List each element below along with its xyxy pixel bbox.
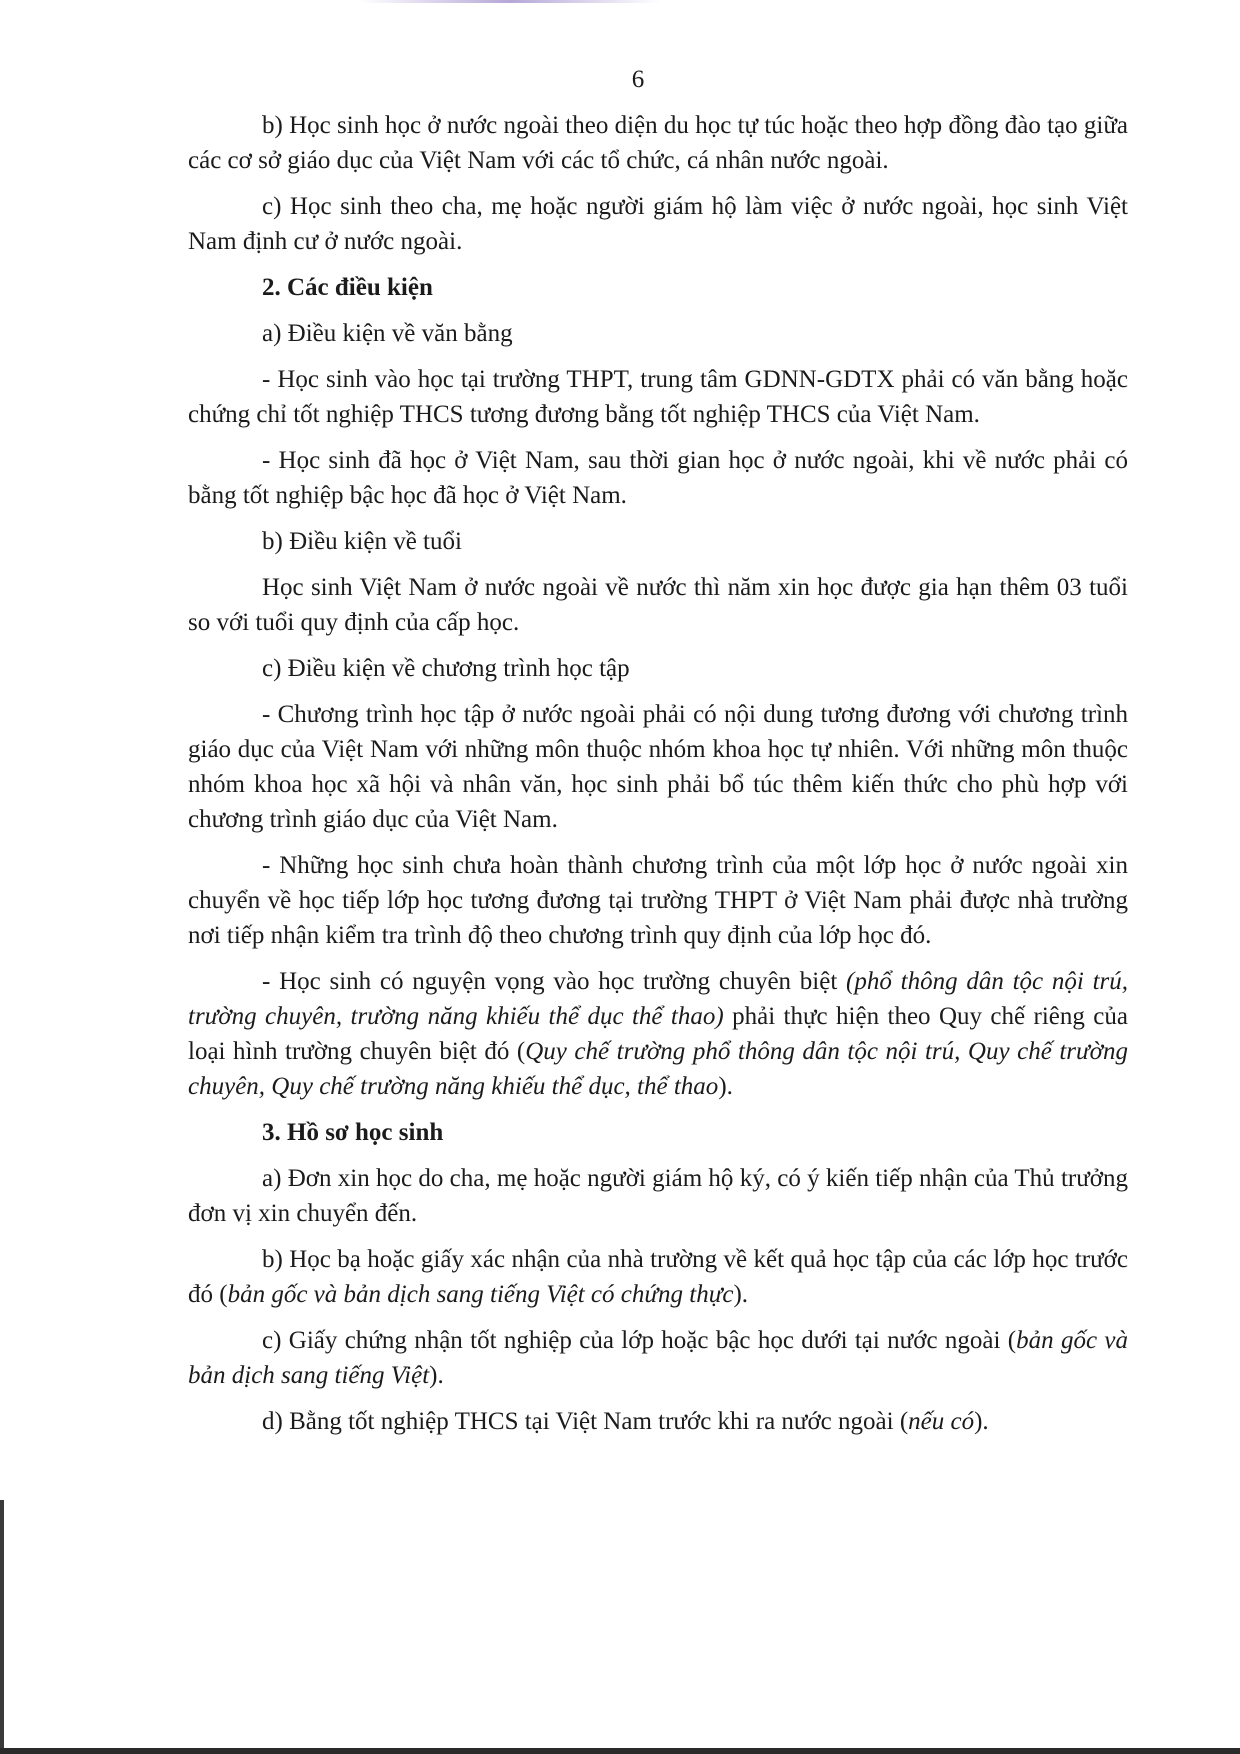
paragraph-1b: b) Học sinh học ở nước ngoài theo diện du học tự túc hoặc theo hợp đồng đào tạo giữa các cơ sở giáo dục của Việt Nam với các tổ chức, cá nhân nước ngoài. [188,112,1128,174]
paragraph-2a-1: - Học sinh vào học tại trường THPT, trung tâm GDNN-GDTX phải có văn bằng hoặc chứng chỉ tốt nghiệp THCS tương đương bằng tốt nghiệp THCS của Việt Nam. [188,366,1128,428]
text-run: c) Giấy chứng nhận tốt nghiệp của lớp hoặc bậc học dưới tại nước ngoài ( [262,1327,1017,1354]
subheading-2c: c) Điều kiện về chương trình học tập [262,655,630,682]
text-run: ). [733,1281,749,1308]
scan-artifact-bottom [0,1748,1240,1754]
paragraph-3c [188,1323,1128,1393]
document-body [188,108,1128,1450]
italic-run: nếu có [908,1408,975,1435]
italic-run: bản gốc và bản dịch sang tiếng Việt có chứng thực [227,1281,734,1308]
paragraph-2c-3 [188,964,1128,1104]
paragraph-2a-2: - Học sinh đã học ở Việt Nam, sau thời gian học ở nước ngoài, khi về nước phải có bằng tốt nghiệp bậc học đã học ở Việt Nam. [188,447,1128,509]
text-run: b) Học bạ hoặc giấy xác nhận của nhà trường về kết quả học tập của các lớp học trước đó ( [188,1246,1128,1308]
italic-run: Quy chế trường phổ thông dân tộc nội trú, Quy chế trường chuyên, Quy chế trường năng khiếu thể dục, thể thao [188,1038,1128,1100]
text-run: d) Bằng tốt nghiệp THCS tại Việt Nam trước khi ra nước ngoài ( [262,1408,909,1435]
paragraph-3b [188,1242,1128,1312]
paragraph-2b: Học sinh Việt Nam ở nước ngoài về nước thì năm xin học được gia hạn thêm 03 tuổi so với tuổi quy định của cấp học. [188,574,1128,636]
scan-artifact-top [360,0,660,3]
section-heading-2: 2. Các điều kiện [262,274,433,301]
page-number: 6 [631,66,645,93]
subheading-2b: b) Điều kiện về tuổi [262,528,462,555]
italic-run: (phổ thông dân tộc nội trú, trường chuyên, trường năng khiếu thể dục thể thao) [188,968,1128,1030]
scan-artifact-left [0,1500,4,1754]
text-run: phải thực hiện theo Quy chế riêng của loại hình trường chuyên biệt đó ( [188,1003,1128,1065]
text-run: - Học sinh có nguyện vọng vào học trường chuyên biệt [262,968,847,995]
paragraph-2c-1: - Chương trình học tập ở nước ngoài phải có nội dung tương đương với chương trình giáo dục của Việt Nam với những môn thuộc nhóm khoa học tự nhiên. Với những môn thuộc nhóm khoa học xã hội và nhân văn, học sinh phải bổ túc thêm kiến thức cho phù hợp với chương trình giáo dục của Việt Nam. [188,701,1128,833]
section-heading-3: 3. Hồ sơ học sinh [262,1119,444,1146]
text-run: ). [974,1408,989,1435]
paragraph-1c: c) Học sinh theo cha, mẹ hoặc người giám hộ làm việc ở nước ngoài, học sinh Việt Nam định cư ở nước ngoài. [188,193,1128,255]
text-run: ). [718,1073,733,1100]
italic-run: bản gốc và bản dịch sang tiếng Việt [188,1327,1128,1389]
paragraph-2c-2: - Những học sinh chưa hoàn thành chương trình của một lớp học ở nước ngoài xin chuyển về học tiếp lớp học tương đương tại trường THPT ở Việt Nam phải được nhà trường nơi tiếp nhận kiểm tra trình độ theo chương trình quy định của lớp học đó. [188,852,1128,949]
paragraph-3a: a) Đơn xin học do cha, mẹ hoặc người giám hộ ký, có ý kiến tiếp nhận của Thủ trưởng đơn vị xin chuyển đến. [188,1165,1128,1227]
text-run: ). [429,1362,444,1389]
subheading-2a: a) Điều kiện về văn bằng [262,320,513,347]
paragraph-3d [188,1404,1128,1439]
